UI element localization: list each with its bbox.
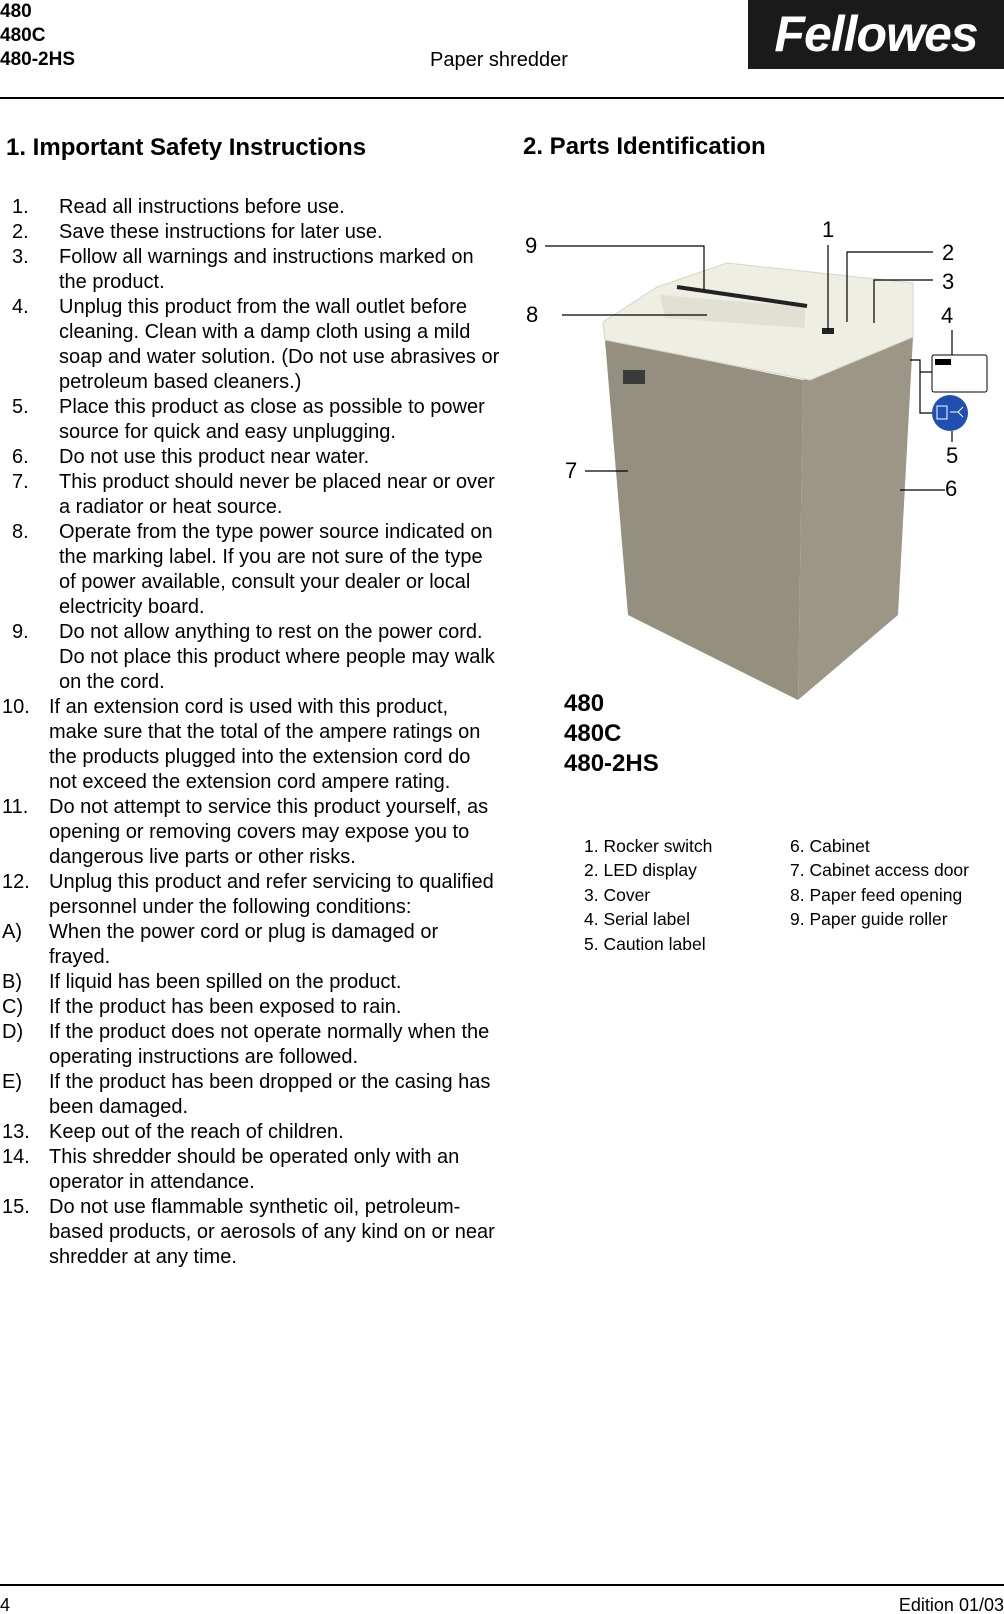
safety-item-text: Unplug this product from the wall outlet before cleaning. Clean with a damp cloth using a mild soap and water solution. (Do not use abrasives or petroleum based cleaners.): [59, 296, 500, 393]
safety-item: [0, 520, 500, 620]
safety-item: [0, 1070, 500, 1120]
header-model: 480-2HS: [0, 49, 75, 70]
shredder-diagram: [500, 200, 1004, 720]
safety-item-text: Do not allow anything to rest on the power cord. Do not place this product where people may walk on the cord.: [59, 621, 495, 693]
safety-item-text: When the power cord or plug is damaged or frayed.: [49, 921, 439, 968]
safety-item-text: If the product does not operate normally when the operating instructions are followed.: [49, 1021, 490, 1068]
callout-1: 1: [822, 217, 835, 242]
safety-item: [0, 445, 500, 470]
header-model: 480: [0, 1, 32, 22]
safety-item-number: 4.: [12, 296, 29, 318]
edition: Edition 01/03: [898, 1595, 1004, 1614]
safety-item-text: Save these instructions for later use.: [59, 221, 383, 243]
safety-item: [0, 1195, 500, 1270]
safety-item-number: 1.: [12, 196, 29, 218]
part-item: 3. Cover: [584, 884, 651, 905]
safety-item: [0, 870, 500, 920]
safety-item: [0, 195, 500, 220]
parts-list-col2: [790, 834, 969, 932]
part-item: 4. Serial label: [584, 909, 691, 930]
safety-item-number: 3.: [12, 246, 29, 268]
safety-item-text: If liquid has been spilled on the product.: [49, 971, 402, 993]
safety-instructions-list: [0, 195, 500, 1270]
part-item: 2. LED display: [584, 860, 697, 881]
safety-item-number: 7.: [12, 471, 29, 493]
section2-title: 2. Parts Identification: [523, 133, 766, 160]
cabinet-front: [605, 340, 803, 700]
header-model: 480C: [0, 25, 46, 46]
safety-item-number: D): [2, 1021, 24, 1043]
model-label: 480C: [564, 720, 622, 747]
safety-item-number: 11.: [2, 796, 29, 818]
safety-item: [0, 995, 500, 1020]
safety-item-number: 13.: [2, 1121, 30, 1143]
header-divider: [0, 97, 1004, 99]
safety-item: [0, 795, 500, 870]
callout-4: 4: [941, 303, 954, 328]
safety-item: [0, 620, 500, 695]
header-subtitle: Paper shredder: [430, 49, 568, 71]
safety-item-text: Keep out of the reach of children.: [49, 1121, 344, 1143]
safety-item: [0, 920, 500, 970]
safety-item-text: If an extension cord is used with this product, make sure that the total of the ampere ratings on the products plugged into the extension cord do not exceed the extension cord ampere rating.: [49, 696, 481, 793]
callout-3: 3: [942, 269, 955, 294]
safety-item: [0, 1020, 500, 1070]
callout-2: 2: [942, 240, 955, 265]
safety-item: [0, 220, 500, 245]
safety-item-text: This shredder should be operated only with an operator in attendance.: [49, 1146, 460, 1193]
safety-item-number: 6.: [12, 446, 29, 468]
safety-item-number: B): [2, 971, 22, 993]
callout-7: 7: [565, 458, 578, 483]
cabinet-side: [798, 337, 913, 700]
safety-item-number: 12.: [2, 871, 30, 893]
safety-item-number: 10.: [2, 696, 30, 718]
safety-item-number: 9.: [12, 621, 29, 643]
part-item: 5. Caution label: [584, 933, 706, 954]
safety-item-number: 15.: [2, 1196, 30, 1218]
callout-8: 8: [526, 302, 539, 327]
page-number: 4: [0, 1595, 11, 1614]
callout-9: 9: [525, 233, 538, 258]
part-item: 6. Cabinet: [790, 836, 870, 856]
safety-item-text: This product should never be placed near or over a radiator or heat source.: [59, 471, 495, 518]
model-label: 480: [564, 690, 605, 717]
safety-item-text: Follow all warnings and instructions marked on the product.: [59, 246, 474, 293]
safety-item-text: Do not attempt to service this product yourself, as opening or removing covers may expose you to dangerous live parts or other risks.: [49, 796, 489, 868]
safety-item-text: Read all instructions before use.: [59, 196, 345, 218]
safety-item-number: C): [2, 996, 24, 1018]
safety-item: [0, 1120, 500, 1145]
part-item: 8. Paper feed opening: [790, 884, 963, 905]
safety-item-text: Place this product as close as possible to power source for quick and easy unplugging.: [59, 396, 485, 443]
safety-item: [0, 295, 500, 395]
fellowes-logo: Fellowes: [748, 0, 1004, 69]
part-item: 9. Paper guide roller: [790, 909, 948, 930]
callout-5: 5: [946, 443, 959, 468]
safety-item-number: 14.: [2, 1146, 30, 1168]
safety-item: [0, 245, 500, 295]
callout-6: 6: [945, 476, 958, 501]
safety-item: [0, 395, 500, 445]
safety-item-number: 8.: [12, 521, 29, 543]
part-item: 7. Cabinet access door: [790, 860, 969, 881]
safety-item-text: Do not use this product near water.: [59, 446, 370, 468]
safety-item-text: Operate from the type power source indicated on the marking label. If you are not sure of the type of power available, consult your dealer or local electricity board.: [59, 521, 493, 618]
safety-item-text: Do not use flammable synthetic oil, petroleum-based products, or aerosols of any kind on or near shredder at any time.: [49, 1196, 495, 1268]
safety-item-text: If the product has been dropped or the casing has been damaged.: [49, 1071, 491, 1118]
safety-item-text: Unplug this product and refer servicing to qualified personnel under the following conditions:: [49, 871, 494, 918]
part-item: 1. Rocker switch: [584, 836, 713, 856]
section1-title: 1. Important Safety Instructions: [6, 134, 367, 161]
cabinet-handle: [623, 370, 645, 384]
safety-item: [0, 970, 500, 995]
safety-item-text: If the product has been exposed to rain.: [49, 996, 402, 1018]
safety-item-number: 5.: [12, 396, 29, 418]
safety-item: [0, 1145, 500, 1195]
safety-item: [0, 695, 500, 795]
model-label: 480-2HS: [564, 750, 659, 777]
safety-item: [0, 470, 500, 520]
safety-item-number: 2.: [12, 221, 29, 243]
footer-divider: [0, 1584, 1004, 1586]
parts-list-col1: [584, 834, 712, 956]
safety-item-number: E): [2, 1071, 22, 1093]
safety-item-number: A): [2, 921, 22, 943]
